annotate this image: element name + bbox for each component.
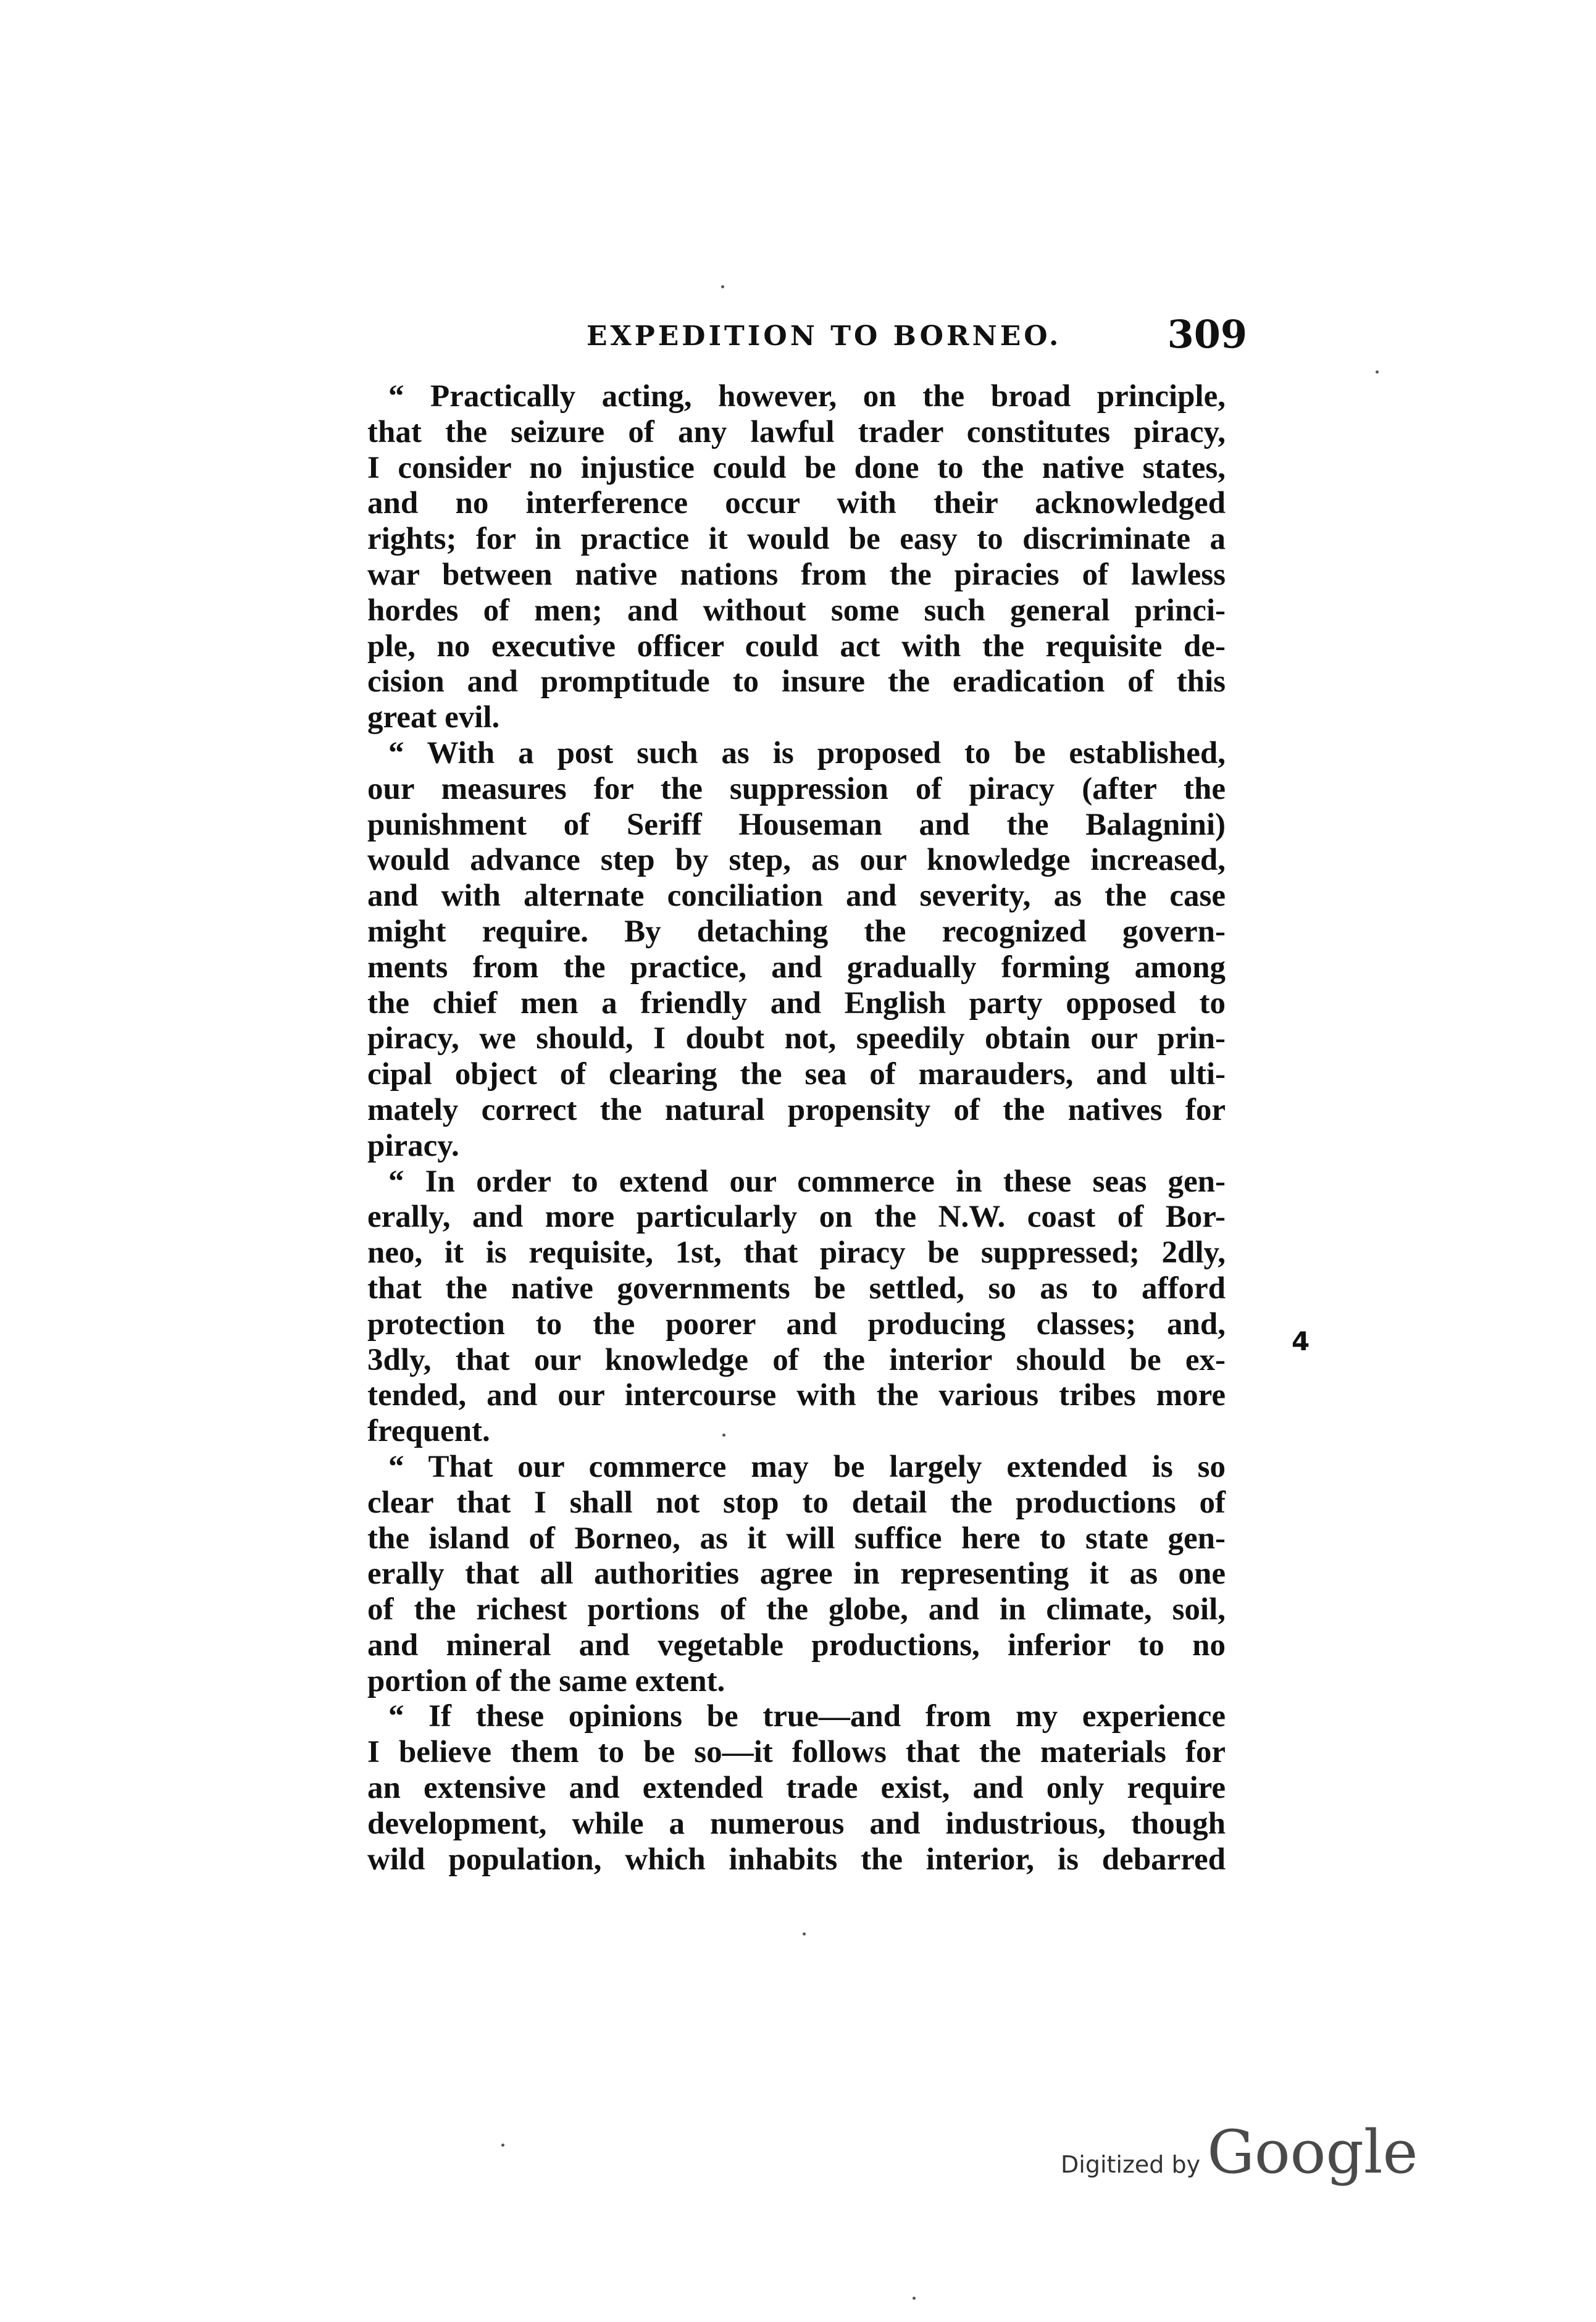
text-line: “ In order to extend our commerce in these seas gen-: [388, 1164, 1226, 1199]
text-line: and with alternate conciliation and severity, as the case: [367, 879, 1226, 914]
text-line: erally, and more particularly on the N.W. coast of Bor-: [367, 1200, 1226, 1235]
text-line: piracy.: [367, 1128, 459, 1163]
google-logo: Google: [1207, 2118, 1418, 2187]
text-line: cipal object of clearing the sea of marauders, and ulti-: [367, 1057, 1226, 1092]
text-line: the chief men a friendly and English party opposed to: [367, 985, 1226, 1021]
body-text: [367, 379, 1226, 1877]
text-line: great evil.: [367, 700, 500, 735]
text-line: war between native nations from the piracies of lawless: [367, 557, 1226, 592]
text-line: erally that all authorities agree in representing it as one: [367, 1556, 1226, 1592]
text-line: ments from the practice, and gradually forming among: [367, 950, 1226, 985]
text-line: “ If these opinions be true—and from my experience: [388, 1699, 1226, 1734]
text-line: I believe them to be so—it follows that the materials for: [367, 1735, 1226, 1770]
text-line: 3dly, that our knowledge of the interior should be ex-: [367, 1342, 1226, 1377]
text-line: piracy, we should, I doubt not, speedily obtain our prin-: [367, 1021, 1226, 1056]
text-line: neo, it is requisite, 1st, that piracy be suppressed; 2dly,: [367, 1235, 1226, 1271]
text-line: that the seizure of any lawful trader constitutes piracy,: [367, 414, 1226, 449]
text-line: that the native governments be settled, so as to afford: [367, 1271, 1226, 1306]
text-line: I consider no injustice could be done to the native states,: [367, 450, 1226, 485]
text-line: and no interference occur with their acknowledged: [367, 486, 1226, 521]
text-line: the island of Borneo, as it will suffice here to state gen-: [367, 1521, 1226, 1556]
text-line: punishment of Seriff Houseman and the Balagnini): [367, 807, 1226, 842]
scan-speck: [722, 1434, 725, 1437]
text-line: “ That our commerce may be largely extended is so: [388, 1449, 1226, 1484]
digitized-by-watermark: [1061, 2118, 1418, 2192]
text-line: tended, and our intercourse with the various tribes more: [367, 1378, 1226, 1413]
margin-mark: 4: [1292, 1326, 1310, 1356]
text-line: mately correct the natural propensity of the natives for: [367, 1092, 1226, 1127]
page-number: 309: [1167, 312, 1247, 357]
text-line: portion of the same extent.: [367, 1663, 725, 1698]
text-line: and mineral and vegetable productions, inferior to no: [367, 1627, 1226, 1663]
text-line: development, while a numerous and industrious, though: [367, 1806, 1226, 1841]
text-line: an extensive and extended trade exist, and only require: [367, 1771, 1226, 1806]
text-line: our measures for the suppression of piracy (after the: [367, 771, 1226, 806]
text-line: ple, no executive officer could act with the requisite de-: [367, 629, 1226, 664]
text-line: “ Practically acting, however, on the broad principle,: [388, 379, 1226, 414]
text-line: hordes of men; and without some such general princi-: [367, 593, 1226, 628]
text-line: “ With a post such as is proposed to be established,: [388, 735, 1226, 771]
text-line: would advance step by step, as our knowledge increased,: [367, 843, 1226, 878]
scan-speck: [501, 2144, 504, 2147]
text-line: rights; for in practice it would be easy to discriminate a: [367, 522, 1226, 557]
digitized-by-label: Digitized by: [1061, 2151, 1201, 2178]
text-line: frequent.: [367, 1414, 490, 1449]
text-line: of the richest portions of the globe, and in climate, soil,: [367, 1592, 1226, 1627]
scan-speck: [803, 1932, 806, 1936]
running-head: [364, 312, 1253, 367]
text-line: might require. By detaching the recognized govern-: [367, 914, 1226, 949]
text-line: protection to the poorer and producing classes; and,: [367, 1306, 1226, 1342]
scan-speck: [721, 285, 724, 288]
text-line: clear that I shall not stop to detail the productions of: [367, 1485, 1226, 1520]
scan-speck: [1376, 370, 1379, 374]
text-line: cision and promptitude to insure the eradication of this: [367, 664, 1226, 700]
scan-speck: [913, 2297, 916, 2300]
text-line: wild population, which inhabits the interior, is debarred: [367, 1842, 1226, 1877]
running-title: EXPEDITION TO BORNEO.: [587, 320, 1062, 352]
